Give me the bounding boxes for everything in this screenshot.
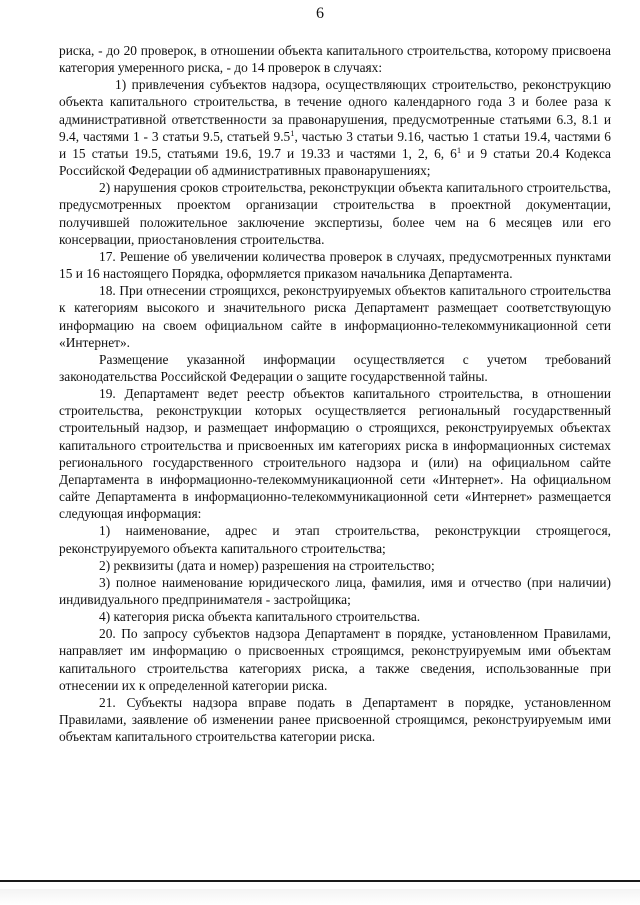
paragraph [59, 42, 611, 76]
paragraph-text: 4) категория риска объекта капитального строительства. [99, 609, 421, 625]
paragraph [59, 351, 611, 385]
paragraph [59, 574, 611, 608]
paragraph-text: и 9 статьи 20.4 Кодекса Российской Федерации об административных правонарушениях; [59, 145, 611, 179]
page-number: 6 [316, 5, 324, 22]
bottom-divider [0, 880, 640, 882]
paragraph-text: 2) нарушения сроков строительства, реконструкции объекта капитального строительства, предусмотренных проектом организации строительства в проектной документации, получившей положительное заключение экспертизы, более чем на 6 месяцев или его консервации, приостановления строительства. [59, 180, 611, 247]
paragraph [59, 248, 611, 282]
paragraph-text: , частью 3 статьи 9.16, частью 1 статьи 19.4, частями 6 и 15 статьи 19.5, статьями 19.6, 19.7 и 19.33 и частями 1, 2, 6, 6 [59, 128, 611, 161]
paragraph [59, 557, 611, 574]
paragraph [59, 694, 611, 745]
paragraph-text: Размещение указанной информации осуществляется с учетом требований законодательства Российской Федерации о защите государственной тайны. [59, 351, 611, 384]
paragraph [59, 76, 611, 179]
superscript: 1 [290, 127, 295, 138]
paragraph-text: 18. При отнесении строящихся, реконструируемых объектов капитального строительства к категориям высокого и значительного риска Департамент размещает соответствующую информацию на своем официальном сайте в информационно-телекоммуникационной сети «Интернет». [59, 283, 611, 350]
paragraph [59, 625, 611, 694]
paragraph-text: 17. Решение об увеличении количества проверок в случаях, предусмотренных пунктами 15 и 16 настоящего Порядка, оформляется приказом начальника Департамента. [59, 248, 611, 282]
scan-edge [0, 889, 640, 905]
superscript: 1 [456, 144, 462, 155]
paragraph [59, 282, 611, 351]
paragraph-text: 2) реквизиты (дата и номер) разрешения на строительство; [99, 557, 435, 573]
paragraph-text: 1) наименование, адрес и этап строительства, реконструкции строящегося, реконструируемого объекта капитального строительства; [59, 523, 611, 556]
paragraph [59, 385, 611, 522]
paragraph-text: 3) полное наименование юридического лица, фамилия, имя и отчество (при наличии) индивидуального предпринимателя - застройщика; [59, 574, 611, 607]
paragraph-text: 20. По запросу субъектов надзора Департамент в порядке, установленном Правилами, направляет им информацию о присвоенных строящимся, реконструируемым ими объектам капитального строительства категориях риска, а также сведения, использованные при отнесении их к определенной категории риска. [59, 626, 611, 693]
document-body [59, 42, 611, 745]
paragraph-text: 21. Субъекты надзора вправе подать в Департамент в порядке, установленном Правилами, заявление об изменении ранее присвоенной строящимся, реконструируемым ими объектам капитального строительства категории риска. [59, 694, 611, 745]
paragraph-text: 1) привлечения субъектов надзора, осуществляющих строительство, реконструкцию объекта капитального строительства, в течение одного календарного года 3 и более раза к административной ответственности за правонарушения, предусмотренные статьями 6.3, 8.1 и 9.4, частями 1 - 3 статьи 9.5, статьей 9.5 [59, 77, 611, 144]
paragraph [59, 608, 611, 625]
paragraph [59, 179, 611, 248]
paragraph [59, 522, 611, 556]
paragraph-text: 19. Департамент ведет реестр объектов капитального строительства, в отношении строительства, реконструкции которых осуществляется региональный государственный строительный надзор, и размещает информацию о строящихся, реконструируемых объектах капитального строительства и присвоенных им категориях риска в информационных системах регионального государственного строительного надзора и (или) на официальном сайте Департамента в информационно-телекоммуникационной сети «Интернет». На официальном сайте Департамента в информационно-телекоммуникационной сети «Интернет» размещается следующая информация: [59, 386, 611, 522]
paragraph-text: риска, - до 20 проверок, в отношении объекта капитального строительства, которому присвоена категория умеренного риска, - до 14 проверок в случаях: [59, 43, 611, 76]
